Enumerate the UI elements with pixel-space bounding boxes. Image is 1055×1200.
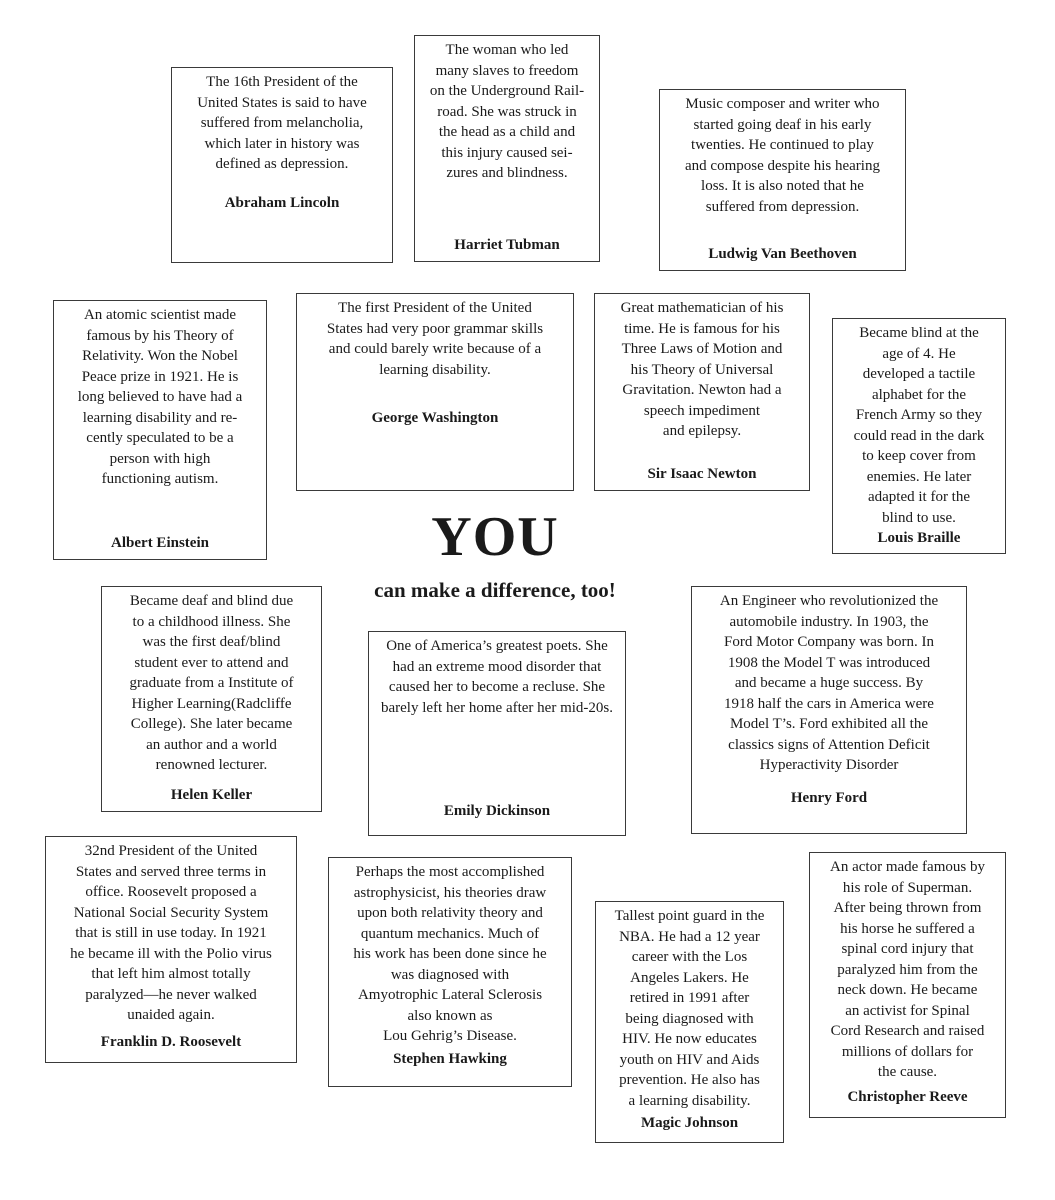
- card-text-line: learning disability.: [379, 361, 491, 378]
- card-text-line: The first President of the United: [338, 300, 532, 316]
- card-text-line: An Engineer who revolutionized the: [719, 593, 939, 609]
- card-text-line: Hyperactivity Disorder: [759, 757, 899, 773]
- card-text-line: 32nd President of the United: [84, 843, 258, 859]
- card-text-line: also known as: [407, 1007, 493, 1024]
- card-text-line: prevention. He also has: [619, 1072, 760, 1088]
- card-magic-johnson: [595, 901, 784, 1143]
- card-text-line: Great mathematician of his: [620, 300, 784, 316]
- card-text-line: suffered from depression.: [705, 198, 860, 215]
- card-text-line: functioning autism.: [101, 471, 219, 487]
- card-text-line: French Army so they: [855, 407, 983, 423]
- card-text-line: classics signs of Attention Deficit: [728, 736, 930, 753]
- card-text-line: was the first deaf/blind: [142, 634, 281, 650]
- card-description: [720, 591, 938, 776]
- card-text-line: The woman who led: [445, 42, 569, 58]
- card-text-line: cently speculated to be a: [86, 430, 234, 446]
- card-text-line: this injury caused sei-: [441, 144, 573, 161]
- card-text-line: on the Underground Rail-: [429, 83, 585, 99]
- card-text-line: Ford Motor Company was born. In: [724, 634, 934, 650]
- card-text-line: had an extreme mood disorder that: [392, 658, 602, 675]
- card-text-line: Became deaf and blind due: [129, 593, 294, 609]
- card-text-line: Gravitation. Newton had a: [622, 382, 782, 398]
- card-person-name: Albert Einstein: [111, 534, 209, 551]
- card-text-line: One of America’s greatest poets. She: [386, 638, 608, 654]
- card-description: [830, 857, 985, 1083]
- card-text-line: An atomic scientist made: [83, 307, 237, 323]
- card-description: [430, 40, 584, 184]
- card-person-name: Christopher Reeve: [847, 1088, 968, 1105]
- card-person-name: Stephen Hawking: [393, 1050, 507, 1067]
- card-text-line: Higher Learning(Radcliffe: [131, 695, 292, 712]
- card-text-line: long believed to have had a: [77, 389, 243, 405]
- card-emily-dickinson: [368, 631, 626, 836]
- card-text-line: could read in the dark: [853, 427, 985, 444]
- card-text-line: that is still in use today. In 1921: [75, 925, 267, 941]
- card-text-line: National Social Security System: [73, 904, 269, 921]
- card-text-line: United States is said to have: [197, 94, 367, 111]
- card-henry-ford: [691, 586, 967, 834]
- card-text-line: which later in history was: [204, 135, 360, 152]
- card-description: [685, 94, 880, 217]
- card-harriet-tubman: [414, 35, 600, 262]
- card-description: [327, 298, 543, 380]
- card-text-line: famous by his Theory of: [86, 327, 234, 344]
- card-text-line: The 16th President of the: [206, 74, 358, 90]
- card-person-name: Ludwig Van Beethoven: [708, 245, 857, 262]
- card-text-line: 1908 the Model T was introduced: [727, 654, 931, 671]
- card-text-line: person with high: [109, 450, 211, 467]
- card-text-line: Perhaps the most accomplished: [355, 864, 545, 880]
- card-text-line: many slaves to freedom: [435, 62, 579, 79]
- card-text-line: After being thrown from: [833, 900, 982, 916]
- card-text-line: and compose despite his hearing: [685, 157, 880, 174]
- card-text-line: zures and blindness.: [446, 165, 568, 181]
- card-text-line: Relativity. Won the Nobel: [82, 348, 238, 364]
- card-text-line: blind to use.: [882, 509, 956, 526]
- card-text-line: Amyotrophic Lateral Sclerosis: [357, 987, 543, 1003]
- card-text-line: Three Laws of Motion and: [621, 341, 783, 357]
- card-text-line: that left him almost totally: [91, 966, 251, 982]
- card-description: [353, 862, 546, 1047]
- card-description: [621, 298, 784, 442]
- card-text-line: to a childhood illness. She: [132, 613, 291, 630]
- card-text-line: barely left her home after her mid-20s.: [381, 699, 613, 716]
- card-text-line: the cause.: [877, 1064, 938, 1080]
- card-abraham-lincoln: [171, 67, 393, 263]
- card-helen-keller: [101, 586, 322, 812]
- card-description: [615, 906, 765, 1111]
- card-louis-braille: [832, 318, 1006, 554]
- card-text-line: millions of dollars for: [841, 1043, 974, 1060]
- card-text-line: Model T’s. Ford exhibited all the: [729, 716, 929, 732]
- card-text-line: Peace prize in 1921. He is: [81, 368, 239, 385]
- card-text-line: an activist for Spinal: [845, 1002, 970, 1019]
- card-albert-einstein: [53, 300, 267, 560]
- card-text-line: quantum mechanics. Much of: [360, 925, 540, 942]
- card-text-line: learning disability and re-: [82, 409, 238, 426]
- card-text-line: his role of Superman.: [842, 879, 973, 896]
- card-person-name: Abraham Lincoln: [224, 194, 340, 211]
- card-text-line: College). She later became: [130, 716, 293, 732]
- card-person-name: Helen Keller: [170, 786, 253, 803]
- card-text-line: road. She was struck in: [437, 103, 577, 120]
- card-text-line: speech impediment: [643, 402, 761, 419]
- card-text-line: adapted it for the: [867, 489, 971, 505]
- card-description: [78, 305, 243, 490]
- card-text-line: defined as depression.: [215, 156, 349, 172]
- card-text-line: neck down. He became: [837, 982, 978, 998]
- card-description: [381, 636, 613, 718]
- card-text-line: and could barely write because of a: [328, 341, 542, 357]
- card-text-line: being diagnosed with: [625, 1010, 754, 1027]
- card-person-name: George Washington: [371, 410, 499, 426]
- card-text-line: developed a tactile: [862, 366, 976, 382]
- card-text-line: started going deaf in his early: [693, 116, 872, 133]
- card-text-line: and epilepsy.: [662, 423, 742, 439]
- card-person-name: Henry Ford: [790, 789, 868, 806]
- card-text-line: loss. It is also noted that he: [701, 178, 864, 194]
- card-text-line: to keep cover from: [862, 448, 976, 464]
- card-george-washington: [296, 293, 574, 491]
- card-text-line: was diagnosed with: [390, 966, 510, 983]
- card-sir-isaac-newton: [594, 293, 810, 491]
- card-text-line: the head as a child and: [438, 124, 576, 140]
- card-text-line: office. Roosevelt proposed a: [85, 884, 257, 900]
- card-text-line: paralyzed him from the: [837, 961, 978, 978]
- card-description: [70, 841, 272, 1026]
- card-text-line: his Theory of Universal: [630, 361, 774, 378]
- card-text-line: NBA. He had a 12 year: [619, 928, 760, 945]
- card-text-line: time. He is famous for his: [624, 320, 780, 337]
- card-text-line: automobile industry. In 1903, the: [729, 613, 929, 630]
- card-text-line: renowned lecturer.: [155, 757, 268, 773]
- card-text-line: upon both relativity theory and: [357, 905, 543, 921]
- card-text-line: suffered from melancholia,: [200, 115, 364, 131]
- card-stephen-hawking: [328, 857, 572, 1087]
- card-text-line: Music composer and writer who: [685, 96, 880, 112]
- card-text-line: Angeles Lakers. He: [630, 969, 749, 986]
- card-text-line: Cord Research and raised: [830, 1023, 985, 1039]
- card-text-line: Tallest point guard in the: [614, 908, 765, 924]
- tagline: can make a difference, too!: [374, 578, 616, 602]
- card-text-line: caused her to become a recluse. She: [388, 679, 606, 695]
- card-text-line: student ever to attend and: [134, 654, 289, 671]
- card-text-line: An actor made famous by: [830, 859, 985, 875]
- card-person-name: Emily Dickinson: [443, 802, 551, 819]
- card-description: [854, 323, 985, 528]
- card-text-line: 1918 half the cars in America were: [724, 695, 934, 712]
- card-text-line: career with the Los: [631, 949, 748, 965]
- card-text-line: youth on HIV and Aids: [619, 1051, 760, 1068]
- card-text-line: spinal cord injury that: [841, 941, 974, 957]
- card-text-line: his horse he suffered a: [840, 920, 975, 937]
- headline: YOU: [431, 506, 559, 568]
- card-text-line: HIV. He now educates: [622, 1031, 757, 1047]
- card-description: [197, 72, 367, 175]
- card-person-name: Harriet Tubman: [454, 236, 560, 253]
- card-text-line: graduate from a Institute of: [129, 675, 294, 691]
- card-description: [129, 591, 293, 776]
- card-text-line: age of 4. He: [882, 345, 956, 362]
- card-text-line: he became ill with the Polio virus: [70, 945, 272, 962]
- card-text-line: his work has been done since he: [353, 946, 547, 962]
- card-person-name: Louis Braille: [877, 530, 961, 546]
- card-text-line: and became a huge success. By: [734, 675, 924, 691]
- card-text-line: alphabet for the: [871, 386, 967, 403]
- card-text-line: a learning disability.: [628, 1092, 751, 1109]
- card-person-name: Sir Isaac Newton: [647, 465, 757, 482]
- card-text-line: retired in 1991 after: [629, 990, 750, 1006]
- card-text-line: an author and a world: [146, 736, 277, 753]
- card-text-line: unaided again.: [127, 1007, 215, 1023]
- card-text-line: enemies. He later: [866, 468, 972, 485]
- card-text-line: astrophysicist, his theories draw: [353, 884, 547, 901]
- card-text-line: twenties. He continued to play: [691, 137, 874, 153]
- card-text-line: States and served three terms in: [75, 863, 267, 880]
- card-text-line: Became blind at the: [859, 325, 979, 341]
- card-ludwig-van-beethoven: [659, 89, 906, 271]
- card-text-line: States had very poor grammar skills: [326, 320, 544, 337]
- card-text-line: paralyzed—he never walked: [85, 986, 257, 1003]
- card-text-line: Lou Gehrig’s Disease.: [383, 1028, 517, 1044]
- card-person-name: Franklin D. Roosevelt: [100, 1033, 242, 1050]
- card-person-name: Magic Johnson: [640, 1115, 739, 1131]
- card-franklin-d-roosevelt: [45, 836, 297, 1063]
- card-christopher-reeve: [809, 852, 1006, 1118]
